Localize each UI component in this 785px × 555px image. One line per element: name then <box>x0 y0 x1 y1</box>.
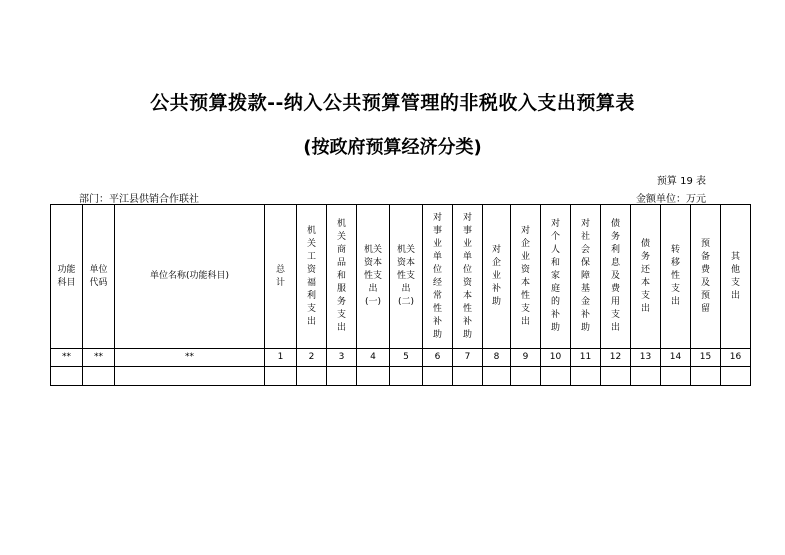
index-cell: 3 <box>327 349 357 367</box>
header-cell <box>265 205 297 349</box>
header-cell <box>511 205 541 349</box>
header-cell <box>661 205 691 349</box>
data-cell <box>453 367 483 386</box>
header-label: 单位代码 <box>89 264 108 288</box>
data-cell <box>721 367 751 386</box>
department-label: 部门：平江县供销合作联社 <box>79 194 199 205</box>
data-cell <box>265 367 297 386</box>
data-cell <box>357 367 390 386</box>
header-label: 总计 <box>275 264 285 288</box>
data-cell <box>511 367 541 386</box>
index-cell: 16 <box>721 349 751 367</box>
table-data-row <box>51 367 751 386</box>
data-cell <box>327 367 357 386</box>
amount-unit-label: 金额单位：万元 <box>636 194 706 205</box>
budget-table <box>50 204 751 386</box>
table-index-row <box>51 349 751 367</box>
table-number: 预算 19 表 <box>656 176 706 187</box>
data-cell <box>483 367 511 386</box>
header-label: 债务还本支出 <box>640 238 650 314</box>
data-cell <box>601 367 631 386</box>
page-subtitle: (按政府预算经济分类) <box>303 137 482 158</box>
header-cell <box>721 205 751 349</box>
data-cell <box>423 367 453 386</box>
header-label: 对事业单位资本性补助 <box>462 212 472 340</box>
page-title: 公共预算拨款--纳入公共预算管理的非税收入支出预算表 <box>150 92 635 114</box>
header-cell <box>327 205 357 349</box>
index-cell: 7 <box>453 349 483 367</box>
header-cell <box>115 205 265 349</box>
index-cell: 10 <box>541 349 571 367</box>
header-label: 其他支出 <box>730 251 740 301</box>
header-cell <box>631 205 661 349</box>
data-cell <box>571 367 601 386</box>
header-label: 机关商品和服务支出 <box>336 219 346 333</box>
index-cell: 14 <box>661 349 691 367</box>
index-cell: 12 <box>601 349 631 367</box>
header-label: 对事业单位经常性补助 <box>432 212 442 340</box>
header-cell <box>541 205 571 349</box>
header-cell <box>453 205 483 349</box>
header-label: 对企业补助 <box>491 245 501 307</box>
header-label: 转移性支出 <box>670 245 680 307</box>
index-cell: ** <box>51 349 83 367</box>
index-cell: 9 <box>511 349 541 367</box>
index-cell: 13 <box>631 349 661 367</box>
data-cell <box>51 367 83 386</box>
header-cell <box>571 205 601 349</box>
index-cell: 8 <box>483 349 511 367</box>
header-label: 机关资本性支出(一) <box>363 245 382 307</box>
header-cell <box>691 205 721 349</box>
index-cell: 4 <box>357 349 390 367</box>
index-cell: 2 <box>297 349 327 367</box>
header-cell <box>51 205 83 349</box>
data-cell <box>115 367 265 386</box>
header-cell <box>601 205 631 349</box>
data-cell <box>390 367 423 386</box>
data-cell <box>631 367 661 386</box>
header-label: 对个人和家庭的补助 <box>550 219 560 333</box>
data-cell <box>83 367 115 386</box>
data-cell <box>297 367 327 386</box>
index-cell: 6 <box>423 349 453 367</box>
header-label: 债务利息及费用支出 <box>610 219 620 333</box>
index-cell: 1 <box>265 349 297 367</box>
header-cell <box>390 205 423 349</box>
header-label: 对企业资本性支出 <box>520 225 530 327</box>
index-cell: 15 <box>691 349 721 367</box>
header-label: 机关工资福利支出 <box>306 225 316 327</box>
header-label: 对社会保障基金补助 <box>580 219 590 333</box>
header-label: 单位名称(功能科目) <box>149 271 230 281</box>
header-label: 功能科目 <box>57 264 76 288</box>
data-cell <box>661 367 691 386</box>
index-cell: 5 <box>390 349 423 367</box>
data-cell <box>691 367 721 386</box>
index-cell: ** <box>115 349 265 367</box>
header-cell <box>297 205 327 349</box>
header-label: 机关资本性支出(二) <box>396 245 415 307</box>
table-header-row <box>51 205 751 349</box>
data-cell <box>541 367 571 386</box>
header-cell <box>357 205 390 349</box>
header-cell <box>423 205 453 349</box>
index-cell: 11 <box>571 349 601 367</box>
index-cell: ** <box>83 349 115 367</box>
header-cell <box>83 205 115 349</box>
header-cell <box>483 205 511 349</box>
header-label: 预备费及预留 <box>700 238 710 314</box>
